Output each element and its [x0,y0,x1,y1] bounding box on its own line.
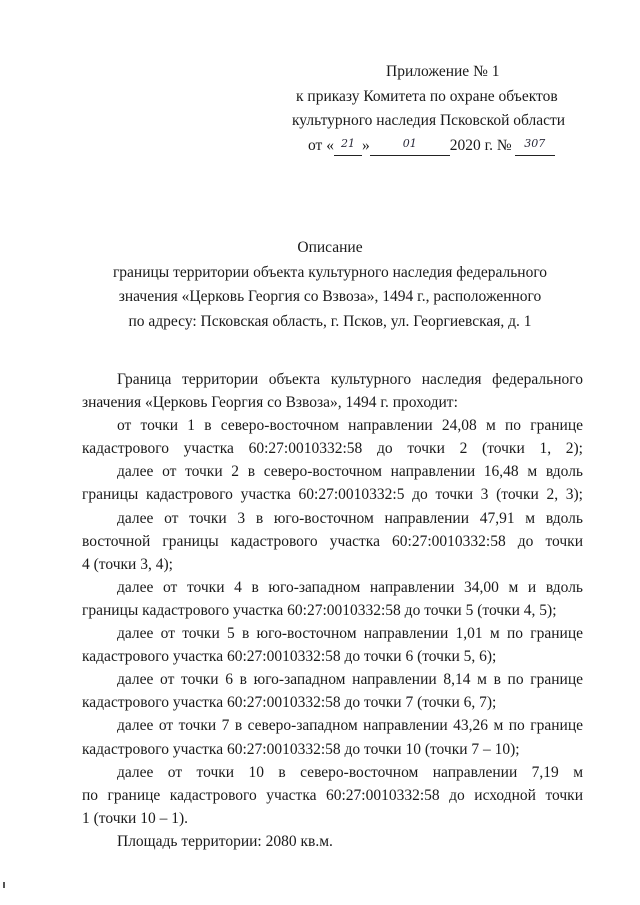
paragraph-segment-3-4 [82,507,583,576]
title-line-1: границы территории объекта культурного наследия федерального [112,263,548,281]
title-line-3: по адресу: Псковская область, г. Псков, ул. Георгиевская, д. 1 [128,312,532,330]
text-line: далее от точки 4 в юго-западном направлении 34,00 м и вдоль [117,578,583,596]
paragraph-segment-2-3 [82,460,583,506]
text-line: Граница территории объекта культурного наследия федерального [117,371,583,388]
text-line: 4 (точки 3, 4); [82,555,173,573]
text-line: восточной границы кадастрового участка 60:27:0010332:58 до точки [82,532,583,550]
date-day-handwritten: 21 [340,136,355,150]
text-line: далее от точки 10 в северо-восточном направлении 7,19 м [117,763,583,781]
paragraph-intro [82,368,583,414]
date-day-field [334,138,362,156]
date-year: 2020 г. № [449,136,512,154]
appendix-order-line: к приказу Комитета по охране объектов [296,87,558,105]
title-line-2: значения «Церковь Георгия со Взвоза», 1494 г., расположенного [118,288,542,305]
title-heading: Описание [297,239,363,256]
paragraph-segment-10-1 [82,761,583,830]
document-body [82,368,583,853]
paragraph-segment-5-6 [82,622,583,668]
paragraph-area [82,830,583,853]
text-line: кадастрового участка 60:27:0010332:58 до точки 6 (точки 5, 6); [82,648,497,666]
text-line: кадастрового участка 60:27:0010332:58 до точки 2 (точки 1, 2); [82,440,583,458]
paragraph-segment-1-2 [82,414,583,460]
appendix-committee-line: культурного наследия Псковской области [292,112,566,129]
text-line: далее от точки 6 в юго-западном направлении 8,14 м в по границе [117,671,583,689]
text-line: границы кадастрового участка 60:27:0010332:58 до точки 5 (точки 4, 5); [82,601,557,619]
order-number-handwritten: 307 [524,136,546,150]
text-line: по границе кадастрового участка 60:27:0010332:58 до исходной точки [82,786,583,804]
appendix-title: Приложение № 1 [386,63,500,80]
document-title [60,236,600,334]
text-line: кадастрового участка 60:27:0010332:58 до точки 7 (точки 6, 7); [82,694,497,712]
text-line: далее от точки 2 в северо-восточном направлении 16,48 м вдоль [117,463,583,481]
text-line: значения «Церковь Георгия со Взвоза», 1494 г. проходит: [82,394,458,412]
date-prefix: от « [308,136,334,154]
date-month-field [370,138,450,156]
date-mid: » [361,136,370,154]
text-line: 1 (точки 10 – 1). [82,809,188,827]
appendix-header [292,60,592,158]
order-number-field [515,138,555,156]
paragraph-segment-7-10 [82,714,583,760]
paragraph-segment-4-5 [82,576,583,622]
text-line: от точки 1 в северо-восточном направлении 24,08 м по границе [117,417,583,435]
date-month-handwritten: 01 [402,136,417,150]
scan-artifact [3,882,5,888]
paragraph-segment-6-7 [82,668,583,714]
text-line: далее от точки 5 в юго-восточном направлении 1,01 м по границе [117,625,583,643]
area-text: Площадь территории: 2080 кв.м. [117,832,333,850]
text-line: далее от точки 7 в северо-западном направлении 43,26 м по границе [117,717,583,735]
appendix-date-line [292,134,592,159]
text-line: далее от точки 3 в юго-восточном направлении 47,91 м вдоль [117,509,583,527]
text-line: границы кадастрового участка 60:27:0010332:5 до точки 3 (точки 2, 3); [82,486,583,504]
text-line: кадастрового участка 60:27:0010332:58 до точки 10 (точки 7 – 10); [82,740,520,758]
